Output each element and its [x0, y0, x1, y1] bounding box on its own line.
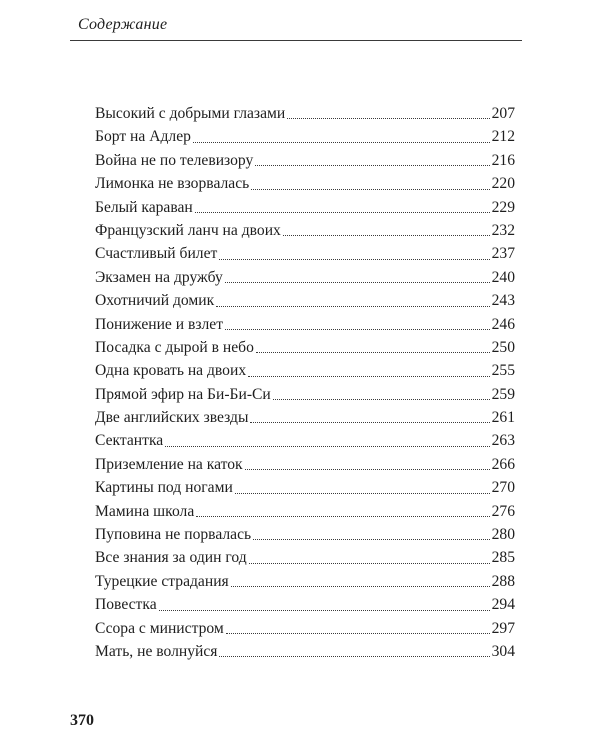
toc-dot-leader [253, 538, 489, 540]
toc-entry-page: 237 [491, 245, 515, 263]
toc-dot-leader [219, 655, 489, 657]
toc-dot-leader [248, 375, 489, 377]
toc-entry [95, 219, 515, 242]
toc-entry-page: 243 [491, 292, 515, 310]
toc-dot-leader [251, 188, 489, 190]
toc-entry [95, 242, 515, 265]
toc-entry [95, 546, 515, 569]
toc-entry-title: Французский ланч на двоих [95, 221, 281, 239]
toc-dot-leader [193, 141, 490, 143]
toc-dot-leader [283, 234, 490, 236]
toc-entry-title: Высокий с добрыми глазами [95, 105, 286, 122]
toc-entry [95, 406, 515, 429]
toc-dot-leader [165, 445, 489, 447]
table-of-contents [95, 102, 515, 663]
toc-entry-page: 285 [491, 549, 515, 567]
toc-entry-page: 232 [491, 221, 515, 239]
toc-entry-page: 304 [491, 642, 515, 660]
toc-entry [95, 640, 515, 663]
toc-entry-title: Экзамен на дружбу [95, 268, 223, 286]
toc-dot-leader [273, 398, 490, 400]
toc-entry-title: Мамина школа [95, 502, 195, 520]
toc-entry [95, 429, 515, 452]
toc-entry-title: Борт на Адлер [95, 128, 191, 146]
toc-entry-page: 220 [491, 175, 515, 193]
toc-entry-page: 240 [491, 268, 515, 286]
toc-entry [95, 383, 515, 406]
toc-entry-page: 276 [491, 502, 515, 520]
toc-entry-title: Посадка с дырой в небо [95, 338, 254, 356]
toc-entry [95, 149, 515, 172]
toc-entry [95, 289, 515, 312]
toc-dot-leader [256, 351, 490, 353]
toc-entry-page: 207 [491, 105, 515, 122]
toc-entry-title: Охотничий домик [95, 292, 215, 310]
toc-entry-page: 261 [491, 409, 515, 427]
toc-entry-title: Ссора с министром [95, 619, 224, 637]
toc-entry [95, 593, 515, 616]
toc-entry-title: Картины под ногами [95, 479, 233, 497]
toc-dot-leader [226, 632, 490, 634]
toc-entry-page: 246 [491, 315, 515, 333]
toc-entry-title: Война не по телевизору [95, 151, 254, 169]
toc-entry [95, 313, 515, 336]
toc-entry-title: Две английских звезды [95, 409, 249, 427]
toc-entry-title: Все знания за один год [95, 549, 247, 567]
toc-entry [95, 570, 515, 593]
toc-entry-title: Понижение и взлет [95, 315, 224, 333]
toc-dot-leader [196, 515, 489, 517]
running-header [70, 14, 522, 41]
toc-entry-page: 212 [491, 128, 515, 146]
toc-dot-leader [216, 305, 489, 307]
toc-entry-title: Турецкие страдания [95, 572, 229, 590]
toc-entry [95, 172, 515, 195]
toc-entry [95, 359, 515, 382]
toc-entry-page: 263 [491, 432, 515, 450]
toc-entry-page: 266 [491, 455, 515, 473]
toc-entry [95, 500, 515, 523]
toc-entry-title: Лимонка не взорвалась [95, 175, 250, 193]
toc-entry [95, 453, 515, 476]
toc-dot-leader [287, 117, 489, 119]
toc-dot-leader [159, 609, 490, 611]
toc-entry-title: Счастливый билет [95, 245, 218, 263]
toc-dot-leader [250, 421, 489, 423]
toc-entry-page: 250 [491, 338, 515, 356]
toc-entry [95, 196, 515, 219]
toc-dot-leader [195, 211, 490, 213]
toc-dot-leader [231, 585, 490, 587]
toc-dot-leader [225, 328, 490, 330]
toc-entry-title: Прямой эфир на Би-Би-Си [95, 385, 271, 403]
toc-entry-title: Приземление на каток [95, 455, 243, 473]
toc-entry-page: 294 [491, 596, 515, 614]
toc-entry-title: Повестка [95, 596, 157, 614]
toc-entry [95, 336, 515, 359]
toc-entry-page: 288 [491, 572, 515, 590]
toc-entry-page: 280 [491, 526, 515, 544]
toc-dot-leader [249, 562, 490, 564]
toc-entry [95, 523, 515, 546]
toc-entry-page: 270 [491, 479, 515, 497]
toc-dot-leader [225, 281, 490, 283]
toc-entry [95, 617, 515, 640]
toc-entry-page: 255 [491, 362, 515, 380]
toc-entry-title: Мать, не волнуйся [95, 642, 218, 660]
toc-entry-title: Пуповина не порвалась [95, 526, 252, 544]
toc-dot-leader [219, 258, 489, 260]
toc-entry-title: Сектантка [95, 432, 164, 450]
toc-entry-title: Одна кровать на двоих [95, 362, 247, 380]
toc-entry-page: 229 [491, 198, 515, 216]
page-number: 370 [70, 712, 94, 729]
toc-entry-page: 297 [491, 619, 515, 637]
toc-entry-page: 216 [491, 151, 515, 169]
toc-entry-title: Белый караван [95, 198, 193, 216]
toc-entry [95, 102, 515, 125]
toc-dot-leader [235, 492, 490, 494]
toc-entry-page: 259 [491, 385, 515, 403]
toc-entry [95, 266, 515, 289]
toc-dot-leader [245, 468, 490, 470]
toc-entry [95, 476, 515, 499]
header-title: Содержание [78, 16, 168, 33]
toc-entry [95, 125, 515, 148]
toc-dot-leader [255, 164, 489, 166]
